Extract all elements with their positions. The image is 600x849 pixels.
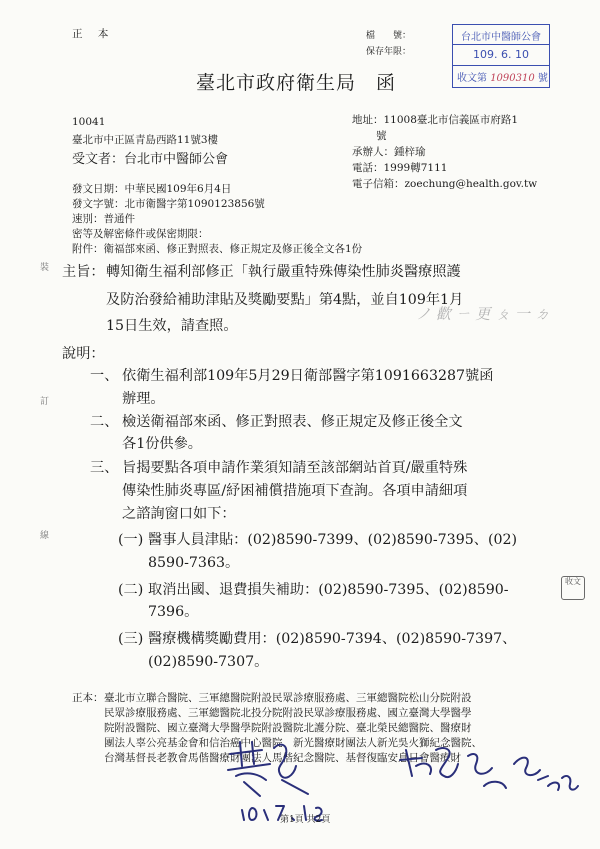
reference-number <box>72 196 265 211</box>
recipient: 台北市中醫師公會 <box>124 152 229 167</box>
secrecy-label: 密等及解密條件或保密期限： <box>72 228 209 240</box>
stamp-org: 台北市中醫師公會 <box>461 32 541 43</box>
phone-label: 電話： <box>352 162 384 174</box>
contact-2-line-2: 7396。 <box>148 604 199 620</box>
sender-phone <box>352 160 447 175</box>
file-no-label: 檔 號： <box>366 31 412 41</box>
recipient-address: 臺北市中正區青島西路11號3樓 <box>72 134 219 146</box>
item-3-line-3: 之諮詢窗口如下： <box>122 506 236 522</box>
email: zoechung@health.gov.tw <box>404 178 538 190</box>
right-edge-stamp-text: 收文 <box>565 577 581 586</box>
attachment-label: 附件： <box>72 243 104 255</box>
item-2-marker: 二、 <box>90 414 119 430</box>
attachment-value: 衛福部來函、修正對照表、修正規定及修正後全文各1份 <box>103 243 363 255</box>
stamp-recv-number: 1090310 <box>490 73 535 84</box>
issue-date <box>72 181 231 196</box>
right-edge-stamp <box>561 576 585 600</box>
subject-line-3: 15日生效，請查照。 <box>106 318 238 334</box>
contact-1-line-2: 8590-7363。 <box>148 555 240 571</box>
contact-3-line-2: (02)8590-7307。 <box>148 654 269 670</box>
subject-label: 主旨： <box>62 264 105 280</box>
sender-email <box>352 176 537 191</box>
item-1-line-1: 依衛生福利部109年5月29日衛部醫字第1091663287號函 <box>122 368 494 384</box>
distribution-label: 正本： <box>72 692 104 704</box>
contact: 鍾梓瑜 <box>394 146 426 158</box>
postcode: 10041 <box>72 116 106 128</box>
speed-label: 速別： <box>72 213 104 225</box>
ref-label: 發文字號： <box>72 198 125 210</box>
copy-mark: 正 本 <box>72 28 115 40</box>
phone: 1999轉7111 <box>383 162 448 174</box>
item-3-marker: 三、 <box>90 460 119 476</box>
ref-value: 北市衛醫字第1090123856號 <box>124 198 265 210</box>
sender-address-label: 地址： <box>352 114 384 126</box>
contact-1-marker: (一) <box>118 532 144 548</box>
binding-mark-2: 訂 <box>40 397 50 407</box>
speed-value: 普通件 <box>103 213 135 225</box>
item-1-line-2: 辦理。 <box>122 391 165 407</box>
handwritten-signatures <box>222 736 582 826</box>
item-1-marker: 一、 <box>90 368 119 384</box>
subject-line-1: 轉知衛生福利部修正「執行嚴重特殊傳染性肺炎醫療照護 <box>106 264 461 280</box>
distribution-line-1: 臺北市立聯合醫院、三軍總醫院附設民眾診療服務處、三軍總醫院松山分院附設 <box>104 692 472 704</box>
sender-address-line1: 11008臺北市信義區市府路1 <box>383 114 519 126</box>
distribution-line-2: 民眾診療服務處、三軍總醫院北投分院附設民眾診療服務處、國立臺灣大學醫學 <box>104 707 472 719</box>
sender-contact <box>352 144 426 159</box>
secrecy <box>72 226 209 241</box>
item-3-line-1: 旨揭要點各項申請作業須知請至該部網站首頁/嚴重特殊 <box>122 460 468 476</box>
contact-3-marker: (三) <box>118 631 144 647</box>
contact-2-marker: (二) <box>118 582 144 598</box>
recipient-line <box>72 148 228 167</box>
attachment <box>72 241 362 256</box>
item-3-line-2: 傳染性肺炎專區/紓困補償措施項下查詢。各項申請細項 <box>122 483 468 499</box>
contact-label: 承辦人： <box>352 146 394 158</box>
distribution-line-4: 團法人辜公亮基金會和信治癌中心醫院、新光醫療財團法人新光吳火獅紀念醫院、 <box>104 737 482 749</box>
stamp-recv-suffix: 號 <box>537 73 548 84</box>
page-number: 第1頁 共2頁 <box>280 815 331 825</box>
stamp-recv-label: 收文第 <box>457 73 487 84</box>
subject-line-2: 及防治發給補助津貼及獎勵要點」第4點，並自109年1月 <box>106 292 464 308</box>
pencil-annotation: ノ 歡 ㄧ 更 ㄆ 一 ㄉ <box>416 305 550 323</box>
email-label: 電子信箱： <box>352 178 405 190</box>
distribution-line-5: 台灣基督長老教會馬偕醫療財團法人馬偕紀念醫院、基督復臨安息日會醫療財 <box>104 752 461 764</box>
issue-date-value: 中華民國109年6月4日 <box>124 183 232 195</box>
received-stamp <box>452 24 550 88</box>
contact-3-line-1: 醫療機構獎勵費用：(02)8590-7394、(02)8590-7397、 <box>148 631 517 647</box>
recipient-label: 受文者： <box>72 152 125 167</box>
speed <box>72 211 135 226</box>
distribution-line-3: 院附設醫院、國立臺灣大學醫學院附設醫院北護分院、臺北榮民總醫院、醫療財 <box>104 722 472 734</box>
retention-label: 保存年限： <box>366 47 412 57</box>
item-2-line-2: 各1份供參。 <box>122 436 202 452</box>
sender-address-line2: 號 <box>376 130 387 142</box>
sender-address <box>352 112 518 127</box>
binding-mark-3: 線 <box>40 531 50 541</box>
binding-mark-1: 裝 <box>40 263 50 273</box>
document-title: 臺北市政府衛生局 函 <box>196 72 397 94</box>
item-2-line-1: 檢送衛福部來函、修正對照表、修正規定及修正後全文 <box>122 414 463 430</box>
stamp-date: 109. 6. 10 <box>473 48 529 61</box>
explanation-label: 說明： <box>62 346 105 362</box>
contact-2-line-1: 取消出國、退費損失補助：(02)8590-7395、(02)8590- <box>148 582 509 598</box>
issue-date-label: 發文日期： <box>72 183 125 195</box>
contact-1-line-1: 醫事人員津貼：(02)8590-7399、(02)8590-7395、(02) <box>148 532 518 548</box>
